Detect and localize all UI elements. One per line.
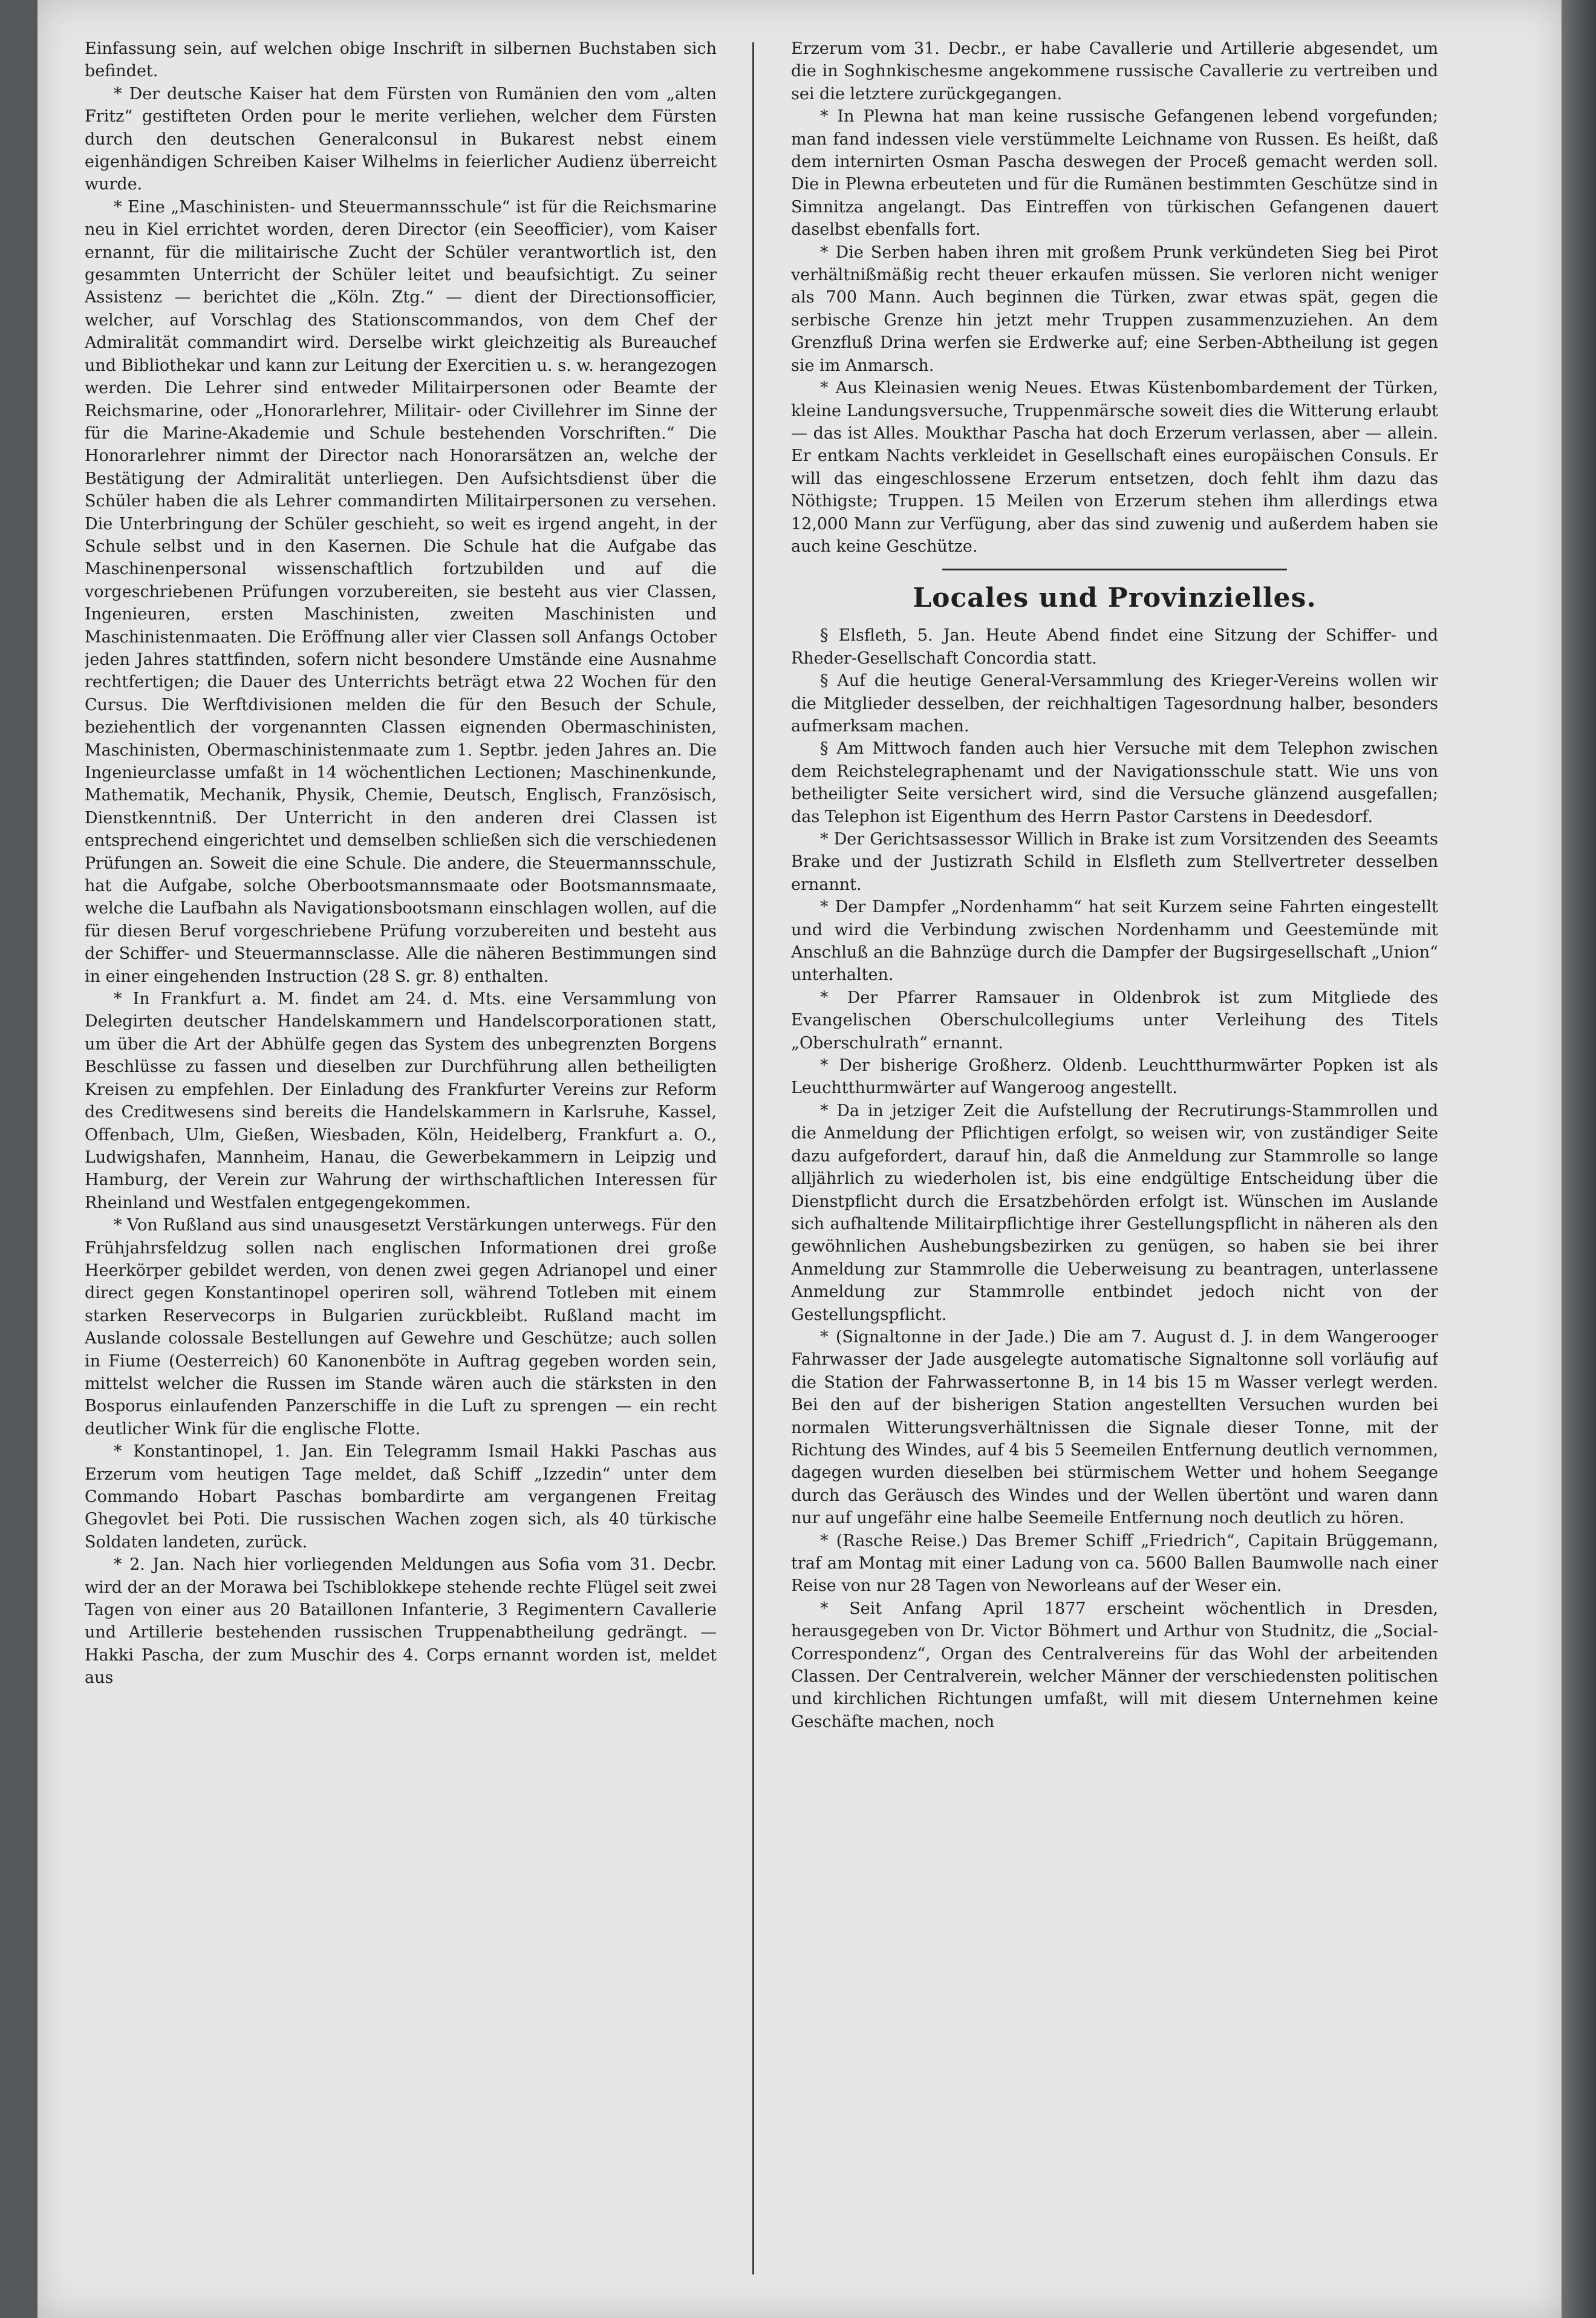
article-paragraph: * In Plewna hat man keine russische Gefangenen lebend vorgefunden; man fand indessen viele verstümmelte Leichname von Russen. Es heißt, daß dem internirten Osman Pascha deswegen der Proceß gemacht werden soll. Die in Plewna erbeuteten und für die Rumänen bestimmten Geschütze sind in Simnitza angelangt. Das Eintreffen von türkischen Gefangenen dauert daselbst ebenfalls fort. bbox=[791, 107, 1438, 240]
article-paragraph: * Eine „Maschinisten- und Steuermannsschule“ ist für die Reichsmarine neu in Kiel errichtet worden, deren Director (ein Seeofficier), vom Kaiser ernannt, für die militairische Zucht der Schüler verantwortlich ist, den gesammten Unterricht der Schüler leitet und beaufsichtigt. Zu seiner Assistenz — berichtet die „Köln. Ztg.“ — dient der Directionsofficier, welcher, auf Vorschlag des Stationscommandos, von dem Chef der Admiralität commandirt wird. Derselbe wirkt gleichzeitig als Bureauchef und Bibliothekar und kann zur Leitung der Exercitien u. s. w. herangezogen werden. Die Lehrer sind entweder Militairpersonen oder Beamte der Reichsmarine, oder „Honorarlehrer, Militair- oder Civillehrer im Sinne der für die Marine-Akademie und Schule bestehenden Vorschriften.“ Die Honorarlehrer nimmt der Director nach Honorarsätzen an, welche der Bestätigung der Admiralität unterliegen. Den Aufsichtsdienst über die Schüler haben die als Lehrer commandirten Militairpersonen zu versehen. Die Unterbringung der Schüler geschieht, so weit es irgend angeht, in der Schule selbst und in den Kasernen. Die Schule hat die Aufgabe das Maschinenpersonal wissenschaftlich fortzubilden und auf die vorgeschriebenen Prüfungen vorzubereiten, sie besteht aus vier Classen, Ingenieuren, ersten Maschinisten, zweiten Maschinisten und Maschinistenmaaten. Die Eröffnung aller vier Classen soll Anfangs October jeden Jahres stattfinden, sofern nicht besondere Umstände eine Ausnahme rechtfertigen; die Dauer des Unterrichts beträgt etwa 22 Wochen für den Cursus. Die Werftdivisionen melden die für den Besuch der Schule, beziehentlich der vorgenannten Classen eignenden Obermaschinisten, Maschinisten, Obermaschinistenmaate zum 1. Septbr. jeden Jahres an. Die Ingenieurclasse umfaßt in 14 wöchentlichen Lectionen; Maschinenkunde, Mathematik, Mechanik, Physik, Chemie, Deutsch, Englisch, Französisch, Dienstkenntniß. Der Unterricht in den anderen drei Classen ist entsprechend eingerichtet und demselben schließen sich die verschiedenen Prüfungen an. Soweit die eine Schule. Die andere, die Steuermannsschule, hat die Aufgabe, solche Oberbootsmannsmaate oder Bootsmannsmaate, welche die Laufbahn als Navigationsbootsmann einschlagen wollen, auf die für diesen Beruf vorgeschriebene Prüfung vorzubereiten und besteht aus der Schiffer- und Steuermannsclasse. Alle die näheren Bestimmungen sind in einer eingehenden Instruction (28 S. gr. 8) enthalten. bbox=[85, 197, 717, 986]
article-paragraph: * Aus Kleinasien wenig Neues. Etwas Küstenbombardement der Türken, kleine Landungsversuche, Truppenmärsche soweit dies die Witterung erlaubt — das ist Alles. Moukthar Pascha hat doch Erzerum verlassen, aber — allein. Er entkam Nachts verkleidet in Gesellschaft eines europäischen Consuls. Er will das eingeschlossene Erzerum entsetzen, doch fehlt ihm dazu das Nöthigste; Truppen. 15 Meilen von Erzerum stehen ihm allerdings etwa 12,000 Mann zur Verfügung, aber das sind zuwenig und außerdem haben sie auch keine Geschütze. bbox=[791, 379, 1438, 556]
section-rule bbox=[942, 569, 1287, 570]
local-news-paragraph: * (Signaltonne in der Jade.) Die am 7. August d. J. in dem Wangerooger Fahrwasser der Jade ausgelegte automatische Signaltonne soll vorläufig auf die Station der Fahrwassertonne B, in 14 bis 15 m Wasser verlegt werden. Bei den auf der bisherigen Station angestellten Versuchen wurden bei normalen Witterungsverhältnissen die Signale dieser Tonne, mit der Richtung des Windes, auf 4 bis 5 Seemeilen Entfernung deutlich vernommen, dagegen wurden dieselben bei stürmischem Wetter und hohem Seegange durch das Geräusch des Windes und der Wellen übertönt und waren dann nur auf ungefähr eine halbe Seemeile Entfernung noch deutlich zu hören. bbox=[791, 1327, 1438, 1528]
article-paragraph: * Von Rußland aus sind unausgesetzt Verstärkungen unterwegs. Für den Frühjahrsfeldzug sollen nach englischen Informationen drei große Heerkörper gebildet werden, von denen zwei gegen Adrianopel und einer direct gegen Konstantinopel operiren soll, während Totleben mit einem starken Reservecorps in Bulgarien zurückbleibt. Rußland macht im Auslande colossale Bestellungen auf Gewehre und Geschütze; auch sollen in Fiume (Oesterreich) 60 Kanonenböte in Auftrag gegeben worden sein, mittelst welcher die Russen im Stande wären auch die stärksten in den Bosporus einlaufenden Panzerschiffe in die Luft zu sprengen — ein recht deutlicher Wink für die englische Flotte. bbox=[85, 1216, 717, 1438]
article-paragraph: * Konstantinopel, 1. Jan. Ein Telegramm Ismail Hakki Paschas aus Erzerum vom heutigen Tage meldet, daß Schiff „Izzedin“ unter dem Commando Hobart Paschas bombardirte am vergangenen Freitag Ghegovlet bei Poti. Die russischen Wachen zogen sich, als 40 türkische Soldaten landeten, zurück. bbox=[85, 1442, 717, 1552]
local-news-paragraph: * Der Dampfer „Nordenhamm“ hat seit Kurzem seine Fahrten eingestellt und wird die Verbindung zwischen Nordenhamm und Geestemünde mit Anschluß an die Bahnzüge durch die Dampfer der Bugsirgesellschaft „Union“ unterhalten. bbox=[791, 898, 1438, 985]
article-paragraph: Einfassung sein, auf welchen obige Inschrift in silbernen Buchstaben sich befindet. bbox=[85, 39, 717, 81]
local-news-paragraph: § Am Mittwoch fanden auch hier Versuche mit dem Telephon zwischen dem Reichstelegraphenamt und der Navigationsschule statt. Wie uns von betheiligter Seite versichert wird, sind die Versuche glänzend ausgefallen; das Telephon ist Eigenthum des Herrn Pastor Carstens in Deedesdorf. bbox=[791, 739, 1438, 826]
left-column bbox=[85, 38, 717, 2276]
column-divider bbox=[752, 42, 754, 2274]
section-heading: Locales und Provinzielles. bbox=[913, 583, 1317, 614]
local-news-paragraph: * Seit Anfang April 1877 erscheint wöchentlich in Dresden, herausgegeben von Dr. Victor Böhmert und Arthur von Studnitz, die „Social-Correspondenz“, Organ des Centralvereins für das Wohl der arbeitenden Classen. Der Centralverein, welcher Männer der verschiedensten politischen und kirchlichen Richtungen umfaßt, will mit diesem Unternehmen keine Geschäfte machen, noch bbox=[791, 1599, 1438, 1731]
local-news-paragraph: * Der Gerichtsassessor Willich in Brake ist zum Vorsitzenden des Seeamts Brake und der Justizrath Schild in Elsfleth zum Stellvertreter desselben ernannt. bbox=[791, 830, 1438, 894]
article-paragraph: * Der deutsche Kaiser hat dem Fürsten von Rumänien den vom „alten Fritz“ gestifteten Orden pour le merite verliehen, welcher dem Fürsten durch den deutschen Generalconsul in Bukarest nebst einem eigenhändigen Schreiben Kaiser Wilhelms in feierlicher Audienz überreicht wurde. bbox=[85, 84, 717, 194]
local-news-paragraph: § Elsfleth, 5. Jan. Heute Abend findet eine Sitzung der Schiffer- und Rheder-Gesellschaft Concordia statt. bbox=[791, 626, 1438, 668]
local-news-paragraph: * Der Pfarrer Ramsauer in Oldenbrok ist zum Mitgliede des Evangelischen Oberschulcollegiums unter Verleihung des Titels „Oberschulrath“ ernannt. bbox=[791, 988, 1438, 1053]
page-edge bbox=[1562, 0, 1596, 2318]
right-column bbox=[791, 38, 1438, 2276]
article-paragraph: * Die Serben haben ihren mit großem Prunk verkündeten Sieg bei Pirot verhältnißmäßig recht theuer erkaufen müssen. Sie verloren nicht weniger als 700 Mann. Auch beginnen die Türken, zwar etwas spät, gegen die serbische Grenze hin jetzt mehr Truppen zusammenzuziehen. An dem Grenzfluß Drina werfen sie Erdwerke auf; eine Serben-Abtheilung ist gegen sie im Anmarsch. bbox=[791, 243, 1438, 375]
local-news-paragraph: * (Rasche Reise.) Das Bremer Schiff „Friedrich“, Capitain Brüggemann, traf am Montag mit einer Ladung von ca. 5600 Ballen Baumwolle nach einer Reise von nur 28 Tagen von Neworleans auf der Weser ein. bbox=[791, 1531, 1438, 1596]
local-news-paragraph: * Da in jetziger Zeit die Aufstellung der Recrutirungs-Stammrollen und die Anmeldung der Pflichtigen erfolgt, so weisen wir, von zuständiger Seite dazu aufgefordert, darauf hin, daß die Anmeldung zur Stammrolle so lange alljährlich zu wiederholen ist, bis eine endgültige Entscheidung über die Dienstpflicht durch die Ersatzbehörden erfolgt ist. Wünschen im Auslande sich aufhaltende Militairpflichtige ihrer Gestellungspflicht in näheren als den gewöhnlichen Aushebungsbezirken zu genügen, so haben sie bei ihrer Anmeldung zur Stammrolle die Ueberweisung zu beantragen, unterlassene Anmeldung zur Stammrolle entbindet jedoch nicht von der Gestellungspflicht. bbox=[791, 1101, 1438, 1324]
local-news-paragraph: * Der bisherige Großherz. Oldenb. Leuchtthurmwärter Popken ist als Leuchtthurmwärter auf Wangeroog angestellt. bbox=[791, 1056, 1438, 1098]
article-paragraph: * 2. Jan. Nach hier vorliegenden Meldungen aus Sofia vom 31. Decbr. wird der an der Morawa bei Tschiblokkepe stehende rechte Flügel seit zwei Tagen von einer aus 20 Bataillonen Infanterie, 3 Regimentern Cavallerie und Artillerie bestehenden russischen Truppenabtheilung gedrängt. — Hakki Pascha, der zum Muschir des 4. Corps ernannt worden ist, meldet aus bbox=[85, 1555, 717, 1688]
local-news-paragraph: § Auf die heutige General-Versammlung des Krieger-Vereins wollen wir die Mitglieder desselben, der reichhaltigen Tagesordnung halber, besonders aufmerksam machen. bbox=[791, 671, 1438, 736]
article-paragraph: Erzerum vom 31. Decbr., er habe Cavallerie und Artillerie abgesendet, um die in Soghnkischesme angekommene russische Cavallerie zu vertreiben und sei die letztere zurückgegangen. bbox=[791, 39, 1438, 103]
article-paragraph: * In Frankfurt a. M. findet am 24. d. Mts. eine Versammlung von Delegirten deutscher Handelskammern und Handelscorporationen statt, um über die Art der Abhülfe gegen das System des unbegrenzten Borgens Beschlüsse zu fassen und dieselben zur Durchführung allen betheiligten Kreisen zu empfehlen. Der Einladung des Frankfurter Vereins zur Reform des Creditwesens sind bereits die Handelskammern in Karlsruhe, Kassel, Offenbach, Ulm, Gießen, Wiesbaden, Köln, Heidelberg, Frankfurt a. O., Ludwigshafen, Mannheim, Hanau, die Gewerbekammern in Leipzig und Hamburg, der Verein zur Wahrung der wirthschaftlichen Interessen für Rheinland und Westfalen entgegengekommen. bbox=[85, 990, 717, 1212]
